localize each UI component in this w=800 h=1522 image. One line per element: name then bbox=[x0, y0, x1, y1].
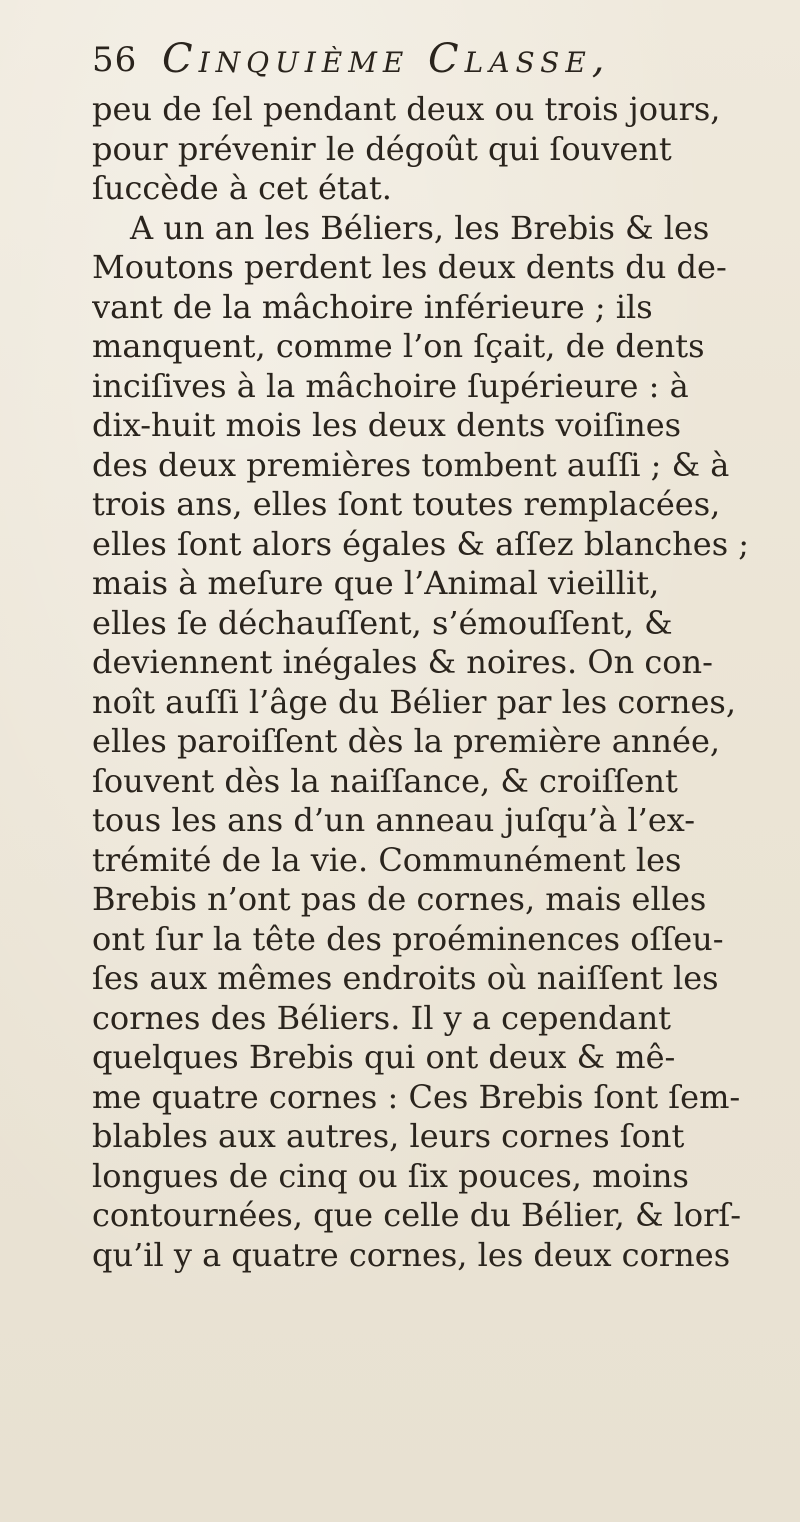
text-line: A un an les Béliers, les Brebis & les bbox=[130, 208, 710, 247]
text-line: me quatre cornes : Ces Brebis ſont ſem- bbox=[92, 1077, 741, 1116]
text-line: elles paroiſſent dès la première année, bbox=[92, 722, 721, 760]
text-line: trémité de la vie. Communément les bbox=[92, 840, 682, 879]
text-line: peu de ſel pendant deux ou trois jours, bbox=[92, 90, 721, 128]
text-line: tous les ans d’un anneau juſqu’à l’ex- bbox=[92, 801, 696, 839]
text-line: des deux premières tombent auſſi ; & à bbox=[92, 445, 730, 484]
text-line: elles ſont alors égales & aſſez blanches ; bbox=[92, 524, 750, 563]
text-line: pour prévenir le dégoût qui ſouvent bbox=[92, 129, 672, 168]
text-line: blables aux autres, leurs cornes ſont bbox=[92, 1117, 685, 1155]
text-line: dix-huit mois les deux dents voiſines bbox=[92, 406, 682, 444]
page-number: 56 bbox=[92, 40, 138, 80]
text-line: contournées, que celle du Bélier, & lorſ- bbox=[92, 1196, 742, 1234]
text-line: ſes aux mêmes endroits où naiſſent les bbox=[92, 959, 719, 997]
text-line: trois ans, elles ſont toutes remplacées, bbox=[92, 485, 721, 523]
page-header bbox=[92, 36, 732, 96]
text-line: ſouvent dès la naiſſance, & croiſſent bbox=[92, 761, 678, 800]
text-line: elles ſe déchauſſent, s’émouſſent, & bbox=[92, 603, 673, 642]
text-line: ont ſur la tête des proéminences oſſeu- bbox=[92, 919, 724, 958]
text-line: Moutons perdent les deux dents du de- bbox=[92, 248, 727, 286]
text-line: cornes des Béliers. Il y a cependant bbox=[92, 998, 672, 1037]
text-line: inciſives à la mâchoire ſupérieure : à bbox=[92, 366, 689, 405]
text-line: manquent, comme l’on ſçait, de dents bbox=[92, 327, 705, 365]
body-text bbox=[92, 90, 792, 1275]
text-line: vant de la mâchoire inférieure ; ils bbox=[92, 287, 653, 326]
text-line: noît auſſi l’âge du Bélier par les cornes, bbox=[92, 682, 737, 721]
text-line: longues de cinq ou ſix pouces, moins bbox=[92, 1156, 689, 1195]
text-line: ſuccède à cet état. bbox=[92, 169, 392, 207]
text-line: mais à meſure que l’Animal vieillit, bbox=[92, 564, 660, 602]
text-line: deviennent inégales & noires. On con- bbox=[92, 643, 713, 681]
text-line: Brebis n’ont pas de cornes, mais elles bbox=[92, 880, 707, 918]
text-line: qu’il y a quatre cornes, les deux cornes bbox=[92, 1235, 731, 1274]
running-head: Cinquième Classe, bbox=[162, 36, 611, 82]
text-line: quelques Brebis qui ont deux & mê- bbox=[92, 1038, 676, 1076]
